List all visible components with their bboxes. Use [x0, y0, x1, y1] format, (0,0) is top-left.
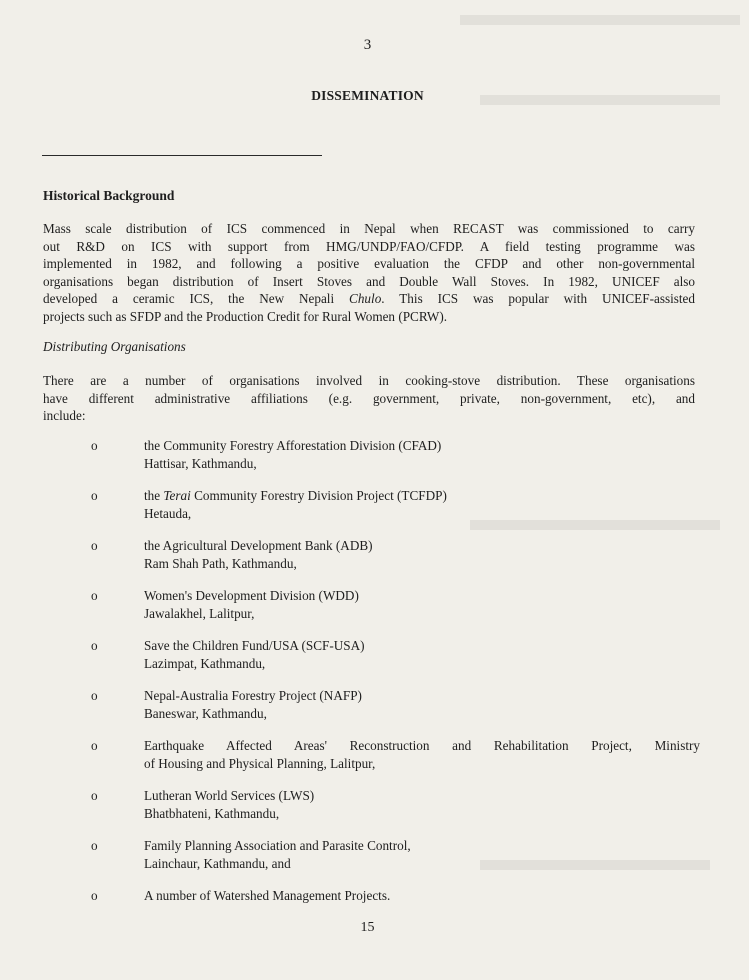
organisation-name: Lutheran World Services (LWS) [144, 788, 315, 803]
organisation-address: of Housing and Physical Planning, Lalitpur, [144, 755, 376, 771]
subheading: Distributing Organisations [43, 339, 186, 354]
page-number: 15 [360, 920, 375, 935]
bullet-marker: o [91, 688, 98, 703]
organisation-text [144, 537, 700, 572]
bullet-marker: o [91, 488, 98, 503]
bullet-marker: o [91, 788, 98, 803]
paragraph-line: have different administrative affiliations (e.g. government, private, non-government, etc), and [43, 390, 695, 406]
organisation-name: Earthquake Affected Areas' Reconstruction and Rehabilitation Project, Ministry [144, 738, 700, 753]
bullet-marker: o [91, 838, 98, 853]
section-heading: Historical Background [43, 188, 175, 203]
paragraph-line: implemented in 1982, and following a positive evaluation the CFDP and other non-governmental [43, 256, 695, 271]
organisation-address: Ram Shah Path, Kathmandu, [144, 555, 297, 571]
paragraph-line: developed a ceramic ICS, the New Nepali Chulo. This ICS was popular with UNICEF-assisted [43, 291, 695, 306]
organisation-address: Hetauda, [144, 505, 192, 521]
paragraph-line: Mass scale distribution of ICS commenced in Nepal when RECAST was commissioned to carry [43, 221, 695, 236]
bullet-marker: o [91, 588, 98, 603]
bullet-marker: o [91, 538, 98, 553]
paragraph-line: There are a number of organisations involved in cooking-stove distribution. These organisations [43, 373, 695, 388]
bleed-through-mark [460, 15, 740, 25]
organisation-name: the Community Forestry Afforestation Division (CFAD) [144, 438, 442, 453]
bullet-marker: o [91, 888, 98, 903]
organisation-name: Save the Children Fund/USA (SCF-USA) [144, 638, 365, 653]
organisation-text [144, 437, 700, 472]
organisation-address: Baneswar, Kathmandu, [144, 705, 267, 721]
organisation-name: Women's Development Division (WDD) [144, 588, 359, 603]
organisation-text [144, 637, 700, 672]
paragraph-line: organisations began distribution of Insert Stoves and Double Wall Stoves. In 1982, UNICEF also [43, 273, 695, 289]
bullet-marker: o [91, 638, 98, 653]
organisation-text [144, 487, 700, 522]
organisation-name: the Terai Community Forestry Division Project (TCFDP) [144, 488, 447, 503]
chapter-number: 3 [363, 37, 372, 53]
heading-rule [42, 155, 322, 156]
organisation-address: Bhatbhateni, Kathmandu, [144, 805, 280, 821]
organisation-text [144, 687, 700, 722]
organisations-paragraph [43, 372, 695, 425]
bullet-marker: o [91, 738, 98, 753]
organisation-text [144, 837, 700, 872]
paragraph-line: projects such as SFDP and the Production Credit for Rural Women (PCRW). [43, 308, 448, 324]
bullet-marker: o [91, 438, 98, 453]
paragraph-line: include: [43, 408, 86, 423]
organisation-address: Lainchaur, Kathmandu, and [144, 855, 291, 871]
organisation-address: Jawalakhel, Lalitpur, [144, 605, 255, 621]
chapter-title: DISSEMINATION [311, 88, 424, 103]
organisation-text [144, 887, 700, 905]
historical-paragraph [43, 220, 695, 325]
organisation-text [144, 587, 700, 622]
paragraph-line: out R&D on ICS with support from HMG/UNDP/FAO/CFDP. A field testing programme was [43, 238, 695, 254]
organisation-name: the Agricultural Development Bank (ADB) [144, 538, 373, 553]
organisation-text [144, 787, 700, 822]
organisation-name: Family Planning Association and Parasite Control, [144, 838, 411, 853]
organisation-address: Hattisar, Kathmandu, [144, 455, 257, 471]
organisation-address: Lazimpat, Kathmandu, [144, 655, 266, 671]
organisation-name: A number of Watershed Management Projects. [144, 888, 391, 903]
organisation-name: Nepal-Australia Forestry Project (NAFP) [144, 688, 362, 703]
organisation-text [144, 737, 700, 772]
